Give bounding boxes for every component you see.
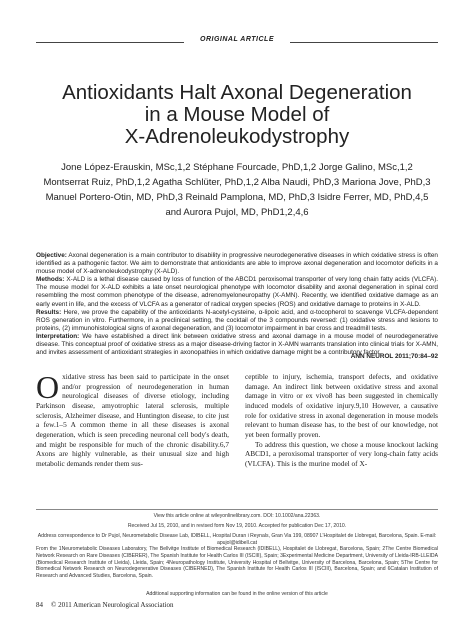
results-label: Results: xyxy=(36,308,62,316)
drop-cap: O xyxy=(36,369,60,405)
body-column-left xyxy=(36,369,229,469)
header-rule-right xyxy=(290,42,438,43)
abstract-methods xyxy=(36,276,438,308)
abstract-objective xyxy=(36,252,438,276)
page-footer xyxy=(36,601,181,609)
methods-text: X-ALD is a lethal disease caused by loss of function of the ABCD1 peroxisomal transporter of very long chain fatty acids (VLCFA). The mouse model for X-ALD exhibits a late onset neurological phenotype with locomotor disability and axonal degeneration in spinal cord resembling the most common phenotype of the disease, adrenomyeloneuropathy (X-AMN). Recently, we identified oxidative damage as an early event in life, and the excess of VLCFA as a generator of radical oxygen species (ROS) and oxidative damage to proteins in X-ALD. xyxy=(36,276,438,308)
page-number: 84 xyxy=(36,601,43,609)
title-line-3: X-Adrenoleukodystrophy xyxy=(124,125,350,148)
title-line-2: in a Mouse Model of xyxy=(144,103,330,126)
copyright: © 2011 American Neurological Association xyxy=(51,601,174,609)
journal-citation: ANN NEUROL 2011;70:84–92 xyxy=(350,353,438,360)
supporting-info-note: Additional supporting information can be found in the online version of this article xyxy=(146,591,328,597)
methods-label: Methods: xyxy=(36,276,65,284)
interpretation-text: We have established a direct link between oxidative stress and axonal damage in a mouse model of neurodegenerative disease. This conceptual proof of oxidative stress as a major disease-driving factor in X-AMN warrants translation into clinical trials for X-AMN, and invites assessment of antioxidant strategies in axonopathies in which oxidative damage might be a contributory factor. xyxy=(36,332,439,357)
author-list xyxy=(30,160,444,220)
author-affiliations: From the 1Neurometabolic Diseases Laboratory, The Bellvitge Institute of Biomedical Research (IDIBELL), Hospitalet de Llobregat, Barcelona, Spain; 2The Centre Biomedical Network Research on Rare Diseases (CIBERER), The Spanish Institute for Health Carlos III (ISCIII), Spain; 3Experimental Medicine Department, University of Lleida-IRB-LLEIDA (Biomedical Research Institute of Lleida), Lleida, Spain; 4Neuropathology Institute, University Hospital of Bellvitge, University of Barcelona, Barcelona, Spain; 5The Centre for Biomedical Network Research on Neurodegenerative Diseases (CIBERNED), The Spanish Institute for Health Carlos III (ISCIII), Barcelona, Spain; and 6Catalan Institution of Research and Advanced Studies, Barcelona, Spain. xyxy=(36,546,438,580)
intro-paragraph xyxy=(36,369,229,469)
abstract-results xyxy=(36,309,438,333)
footnote-divider xyxy=(36,509,438,510)
objective-text: Axonal degeneration is a main contributor to disability in progressive neurodegenerative diseases in which oxidative stress is often identified as a pathogenic factor. We aim to demonstrate that antioxidants are able to improve axonal degeneration and locomotor deficits in a mouse model of X-adrenoleukodystrophy (X-ALD). xyxy=(36,252,438,276)
authors-line-3: Manuel Portero-Otin, MD, PhD,3 Reinald Pamplona, MD, PhD,3 Isidre Ferrer, MD, PhD,4,5 xyxy=(45,192,429,203)
title-line-1: Antioxidants Halt Axonal Degeneration xyxy=(62,81,412,104)
results-text: Here, we prove the capability of the antioxidants N-acetyl-cysteine, α-lipoic acid, and α-tocopherol to scavenge VLCFA-dependent ROS generation in vitro. Furthermore, in a preclinical setting, the cocktail of the 3 compounds reversed: (1) oxidative stress and lesions to proteins, (2) immunohistological signs of axonal degeneration, and (3) locomotor impairment in bar cross and treadmill tests. xyxy=(36,308,438,332)
body-column-right xyxy=(245,372,438,469)
right-paragraph-1: ceptible to injury, ischemia, transport defects, and oxidative damage. An indirect link between oxidative stress and axonal damage in vitro or ex vivo8 has been suggested in chemically induced models of oxidative injury.9,10 However, a causative role for oxidative stress in axonal degeneration in mouse models relevant to human disease has, to the best of our knowledge, not yet been formally proven. xyxy=(245,372,438,439)
correspondence-address: Address correspondence to Dr Pujol, Neurometabolic Disease Lab, IDIBELL, Hospital Duran i Reynals, Gran Via 199, 08907 L'Hospitalet de Llobregat, Barcelona, Spain. E-mail: apujol@idibell.cat xyxy=(37,533,437,546)
article-type-label: ORIGINAL ARTICLE xyxy=(200,36,274,43)
abstract xyxy=(36,252,438,357)
authors-line-1: Jone López-Erauskin, MSc,1,2 Stéphane Fourcade, PhD,1,2 Jorge Galino, MSc,1,2 xyxy=(61,162,413,173)
article-title xyxy=(30,82,444,148)
objective-label: Objective: xyxy=(36,252,67,259)
interpretation-label: Interpretation: xyxy=(36,332,80,340)
online-notice: View this article online at wileyonlinelibrary.com. DOI: 10.1002/ana.22363. xyxy=(153,513,321,519)
intro-text: xidative stress has been said to participate in the onset and/or progression of neurodegeneration in human neurological diseases of diverse etiology, including Parkinson disease, amyotrophic lateral sclerosis, multiple sclerosis, Alzheimer disease, and Huntington disease, to cite just a few.1–5 A common theme in all these diseases is axonal degeneration, which is seen preceding neuronal cell body's death, and might be responsible for much of the chronic disability.6,7 Axons are highly vulnerable, as their unusual size and high metabolic demands render them sus- xyxy=(36,372,229,468)
received-dates: Received Jul 15, 2010, and in revised form Nov 19, 2010. Accepted for publication Dec 17, 2010. xyxy=(127,523,347,529)
authors-line-2: Montserrat Ruiz, PhD,1,2 Agatha Schlüter, PhD,1,2 Alba Naudi, PhD,3 Mariona Jove, PhD,3 xyxy=(43,177,431,188)
article-type-header xyxy=(36,36,438,48)
authors-line-4: and Aurora Pujol, MD, PhD1,2,4,6 xyxy=(165,207,309,218)
right-paragraph-2: To address this question, we chose a mouse knockout lacking ABCD1, a peroxisomal transporter of very long-chain fatty acids (VLCFA). This is the murine model of X- xyxy=(245,439,438,468)
